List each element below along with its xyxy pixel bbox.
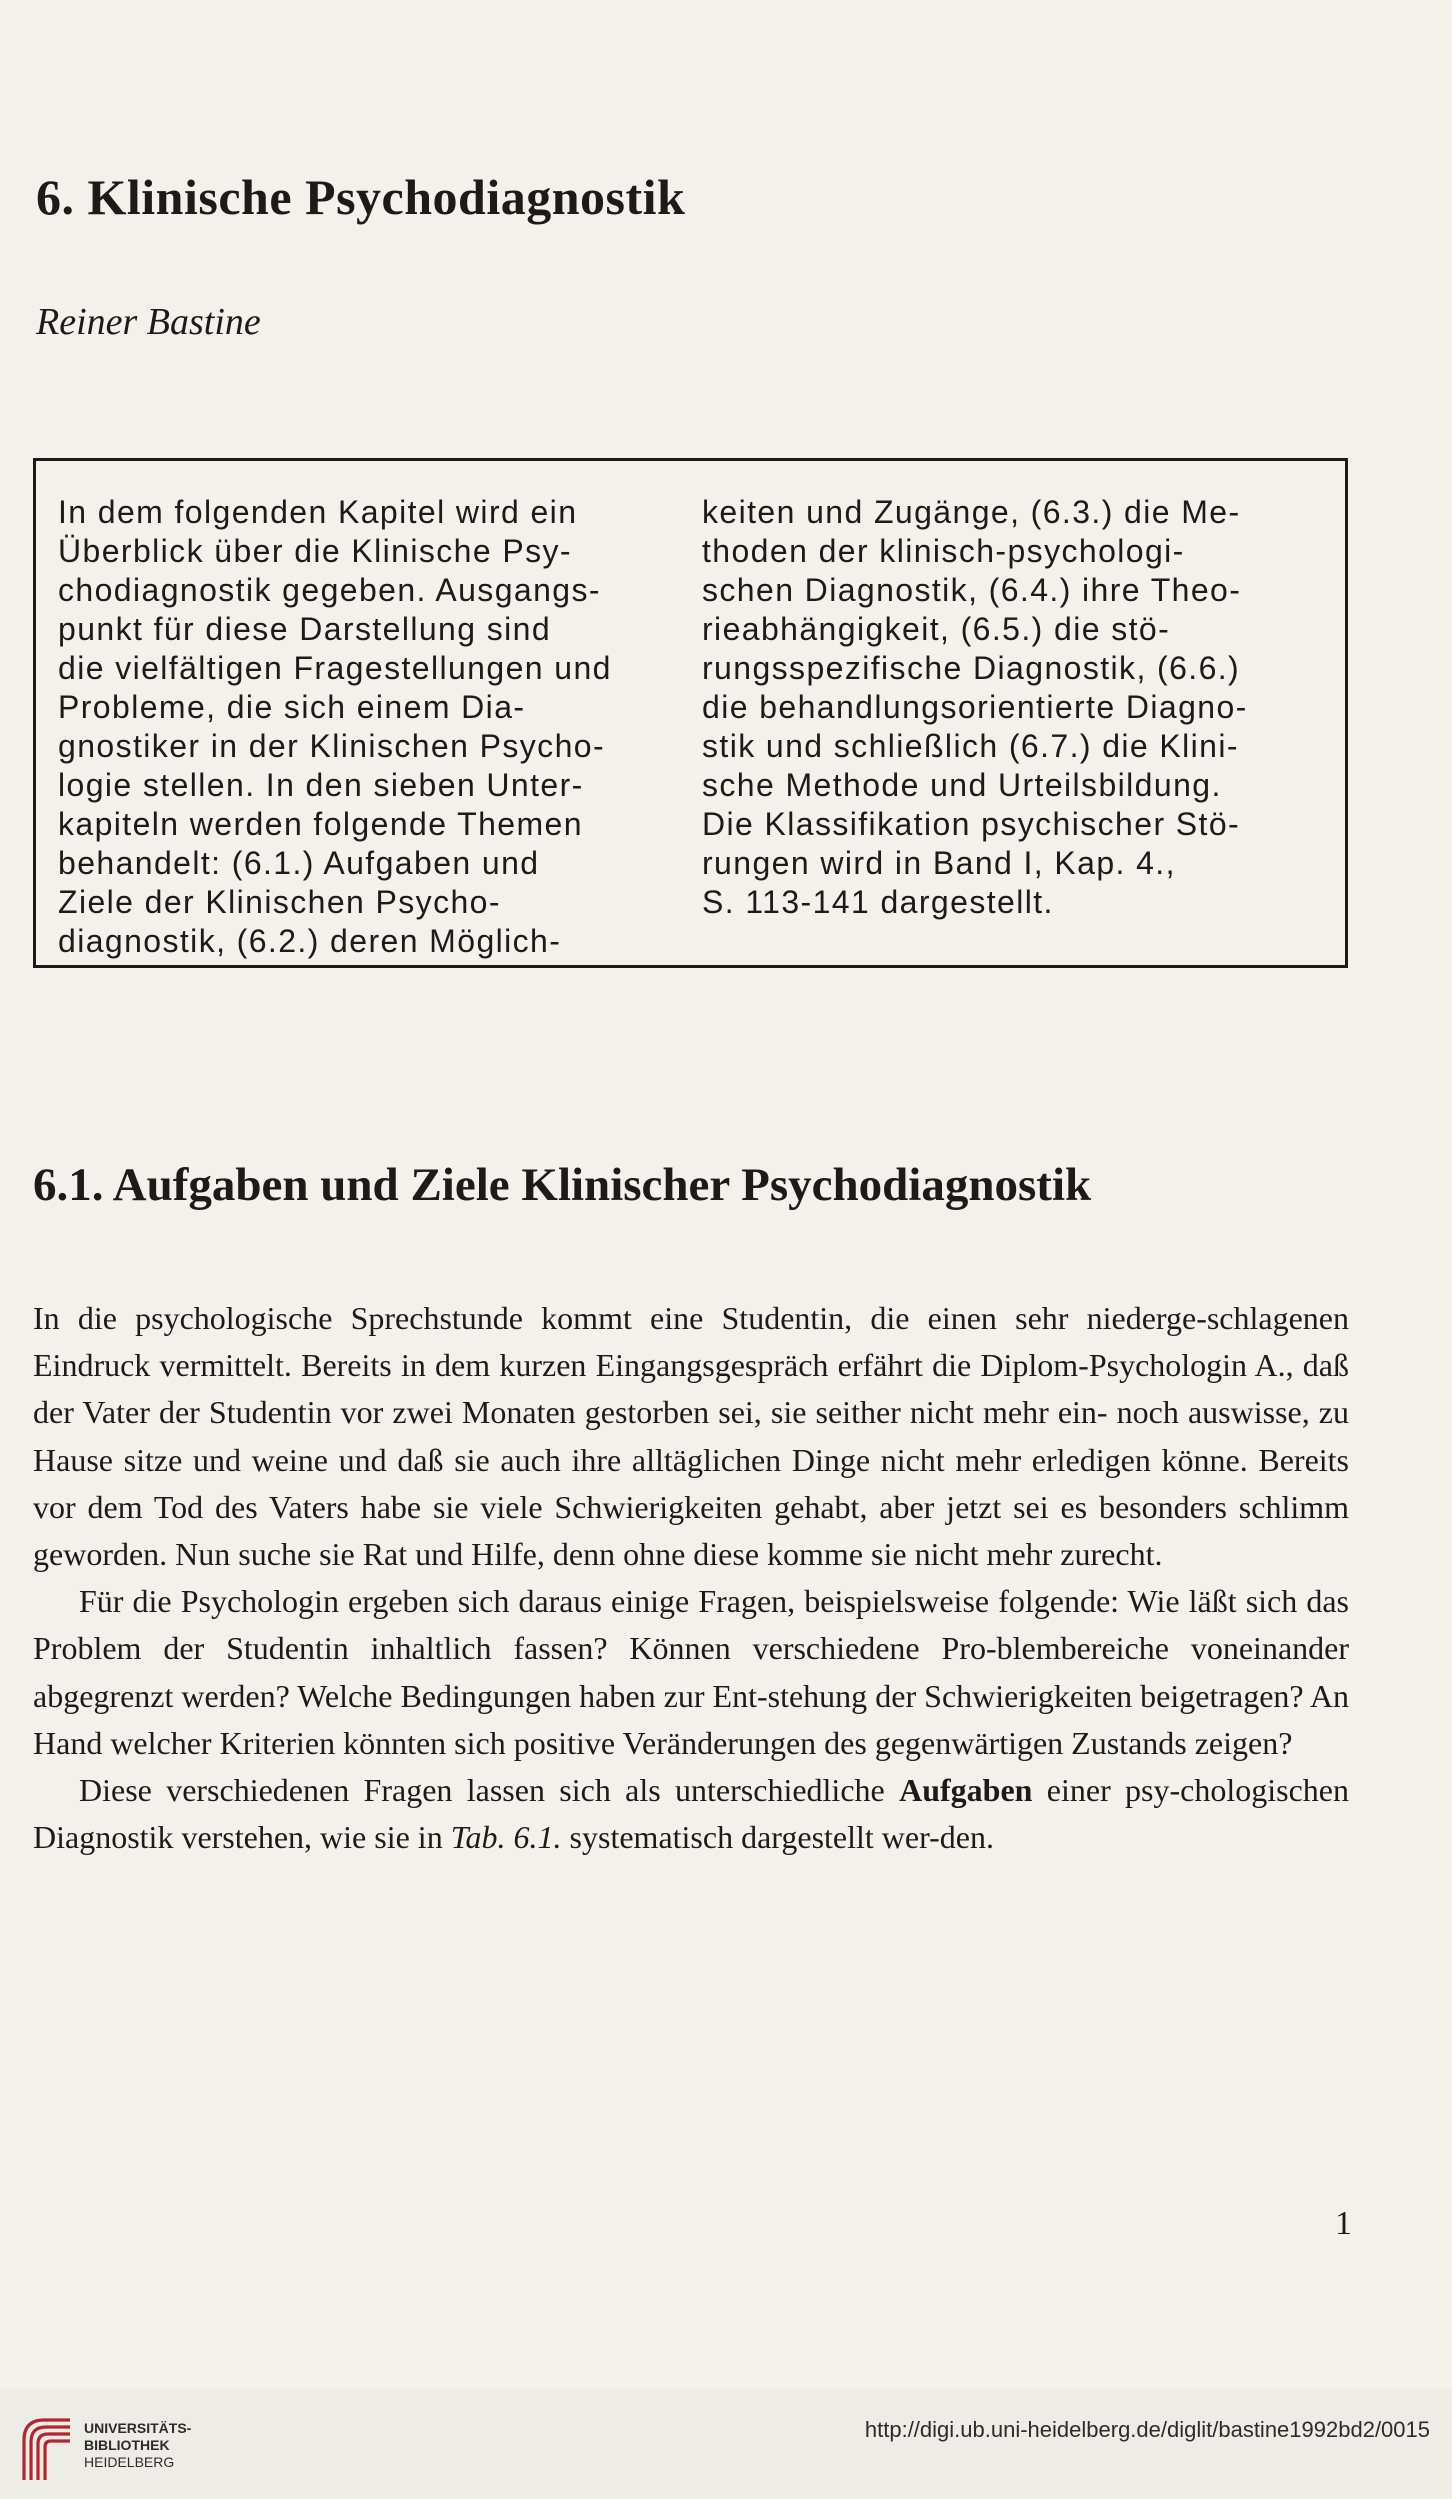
abstract-line: chodiagnostik gegeben. Ausgangs- [58,572,601,608]
chapter-title: 6. Klinische Psychodiagnostik [36,169,686,225]
page-number: 1 [1335,2205,1352,2242]
abstract-line: rungsspezifische Diagnostik, (6.6.) [702,650,1241,686]
body-paragraph-2: Für die Psychologin ergeben sich daraus einige Fragen, beispielsweise folgende: Wie läßt sich das Problem der Studentin inhaltlich fassen? Können verschiedene Pro-blembereiche voneinander abgegrenzt werden? Welche Bedingungen haben zur Ent-stehung der Schwierigkeiten beigetragen? An Hand welcher Kriterien könnten sich positive Veränderungen des gegenwärtigen Zustands zeigen? [33,1583,1349,1761]
logo-strokes [24,2420,70,2480]
term-aufgaben: Aufgaben [899,1772,1033,1809]
permalink-url[interactable]: http://digi.ub.uni-heidelberg.de/diglit/bastine1992bd2/0015 [864,2417,1430,2442]
abstract-line: Die Klassifikation psychischer Stö- [702,806,1241,842]
chapter-author: Reiner Bastine [36,301,261,343]
abstract-line: Ziele der Klinischen Psycho- [58,884,501,920]
paragraph-3-text-end: systematisch dargestellt wer-den. [561,1819,994,1856]
abstract-line: kapiteln werden folgende Themen [58,806,583,842]
abstract-line: In dem folgenden Kapitel wird ein [58,494,578,530]
abstract-line: die vielfältigen Fragestellungen und [58,650,612,686]
table-reference: Tab. 6.1. [450,1819,562,1856]
section-body [33,1295,1349,1861]
abstract-right-column [702,493,1332,922]
abstract-line: keiten und Zugänge, (6.3.) die Me- [702,494,1241,530]
abstract-left-column [58,493,684,961]
abstract-line: rungen wird in Band I, Kap. 4., [702,845,1176,881]
abstract-line: diagnostik, (6.2.) deren Möglich- [58,923,562,959]
library-name-line-1: UNIVERSITÄTS- [84,2420,192,2436]
abstract-line: schen Diagnostik, (6.4.) ihre Theo- [702,572,1242,608]
abstract-line: sche Methode und Urteilsbildung. [702,767,1222,803]
paragraph-3-text-middle: einer psy-chologischen Diagnostik verstehen, wie sie in [33,1772,1350,1856]
abstract-line: behandelt: (6.1.) Aufgaben und [58,845,540,881]
abstract-line: stik und schließlich (6.7.) die Klini- [702,728,1239,764]
abstract-line: punkt für diese Darstellung sind [58,611,552,647]
digitization-footer [0,2388,1452,2499]
section-title: 6.1. Aufgaben und Ziele Klinischer Psychodiagnostik [33,1159,1092,1211]
abstract-line: thoden der klinisch-psychologi- [702,533,1185,569]
body-paragraph-3 [33,1767,1349,1861]
abstract-line: Probleme, die sich einem Dia- [58,689,526,725]
paragraph-3-text-start: Diese verschiedenen Fragen lassen sich als unterschiedliche [79,1772,900,1809]
logo-stroke-4 [45,2441,70,2480]
library-name-line-2: BIBLIOTHEK [84,2437,170,2453]
abstract-line: die behandlungsorientierte Diagno- [702,689,1248,725]
library-name [84,2420,191,2471]
abstract-line: gnostiker in der Klinischen Psycho- [58,728,606,764]
library-logo-icon [18,2412,74,2482]
abstract-line: rieabhängigkeit, (6.5.) die stö- [702,611,1171,647]
abstract-line: logie stellen. In den sieben Unter- [58,767,584,803]
body-paragraph-1: In die psychologische Sprechstunde kommt eine Studentin, die einen sehr niederge-schlagenen Eindruck vermittelt. Bereits in dem kurzen Eingangsgespräch erfährt die Diplom-Psychologin A., daß der Vater der Studentin vor zwei Monaten gestorben sei, sie seither nicht mehr ein- noch auswisse, zu Hause sitze und weine und daß sie auch ihre alltäglichen Dinge nicht mehr erledigen könne. Bereits vor dem Tod des Vaters habe sie viele Schwierigkeiten gehabt, aber jetzt sei es besonders schlimm geworden. Nun suche sie Rat und Hilfe, denn ohne diese komme sie nicht mehr zurecht. [33,1300,1349,1573]
abstract-line: S. 113-141 dargestellt. [702,884,1054,920]
chapter-abstract-box [33,458,1348,968]
library-name-line-3: HEIDELBERG [84,2454,175,2470]
abstract-line: Überblick über die Klinische Psy- [58,533,572,569]
